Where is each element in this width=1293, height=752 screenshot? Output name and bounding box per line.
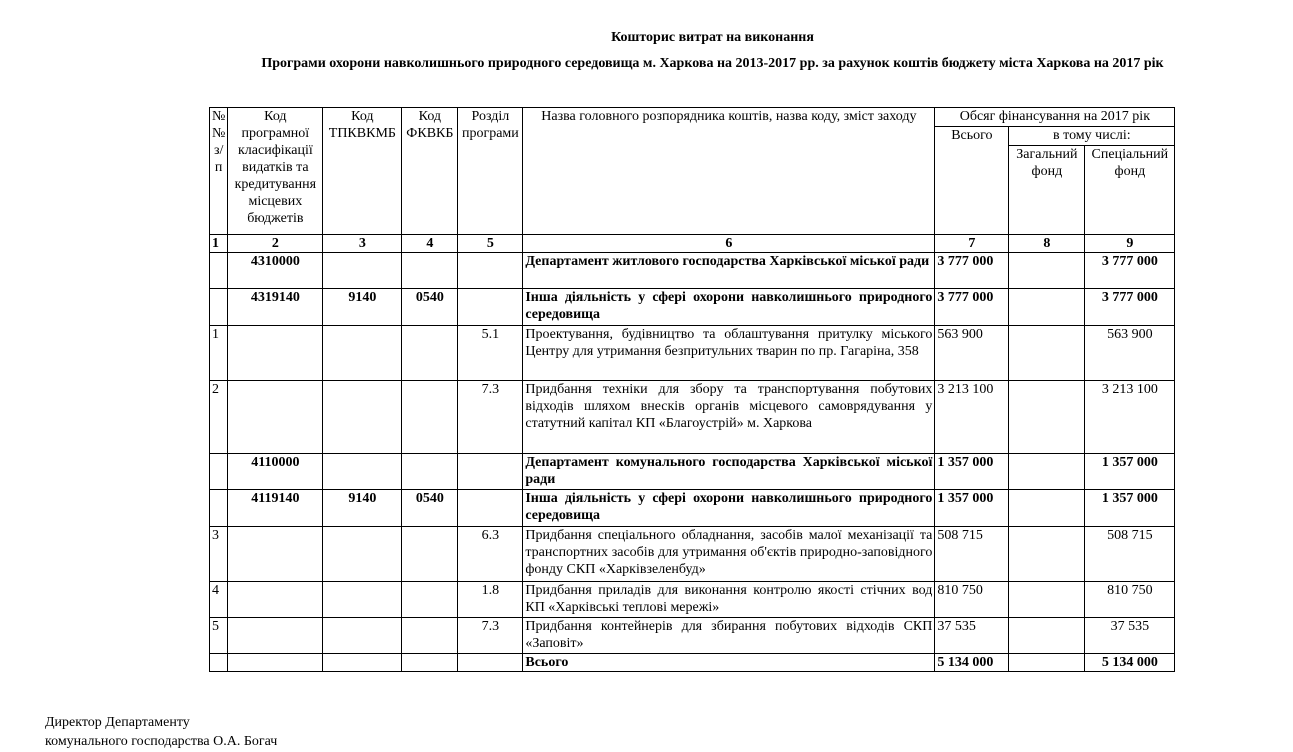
row-total: 508 715 (935, 527, 1009, 582)
row-num (210, 654, 228, 672)
row-section: 7.3 (458, 618, 523, 654)
row-general (1009, 289, 1085, 326)
budget-table (209, 107, 1175, 672)
row-code: 4310000 (228, 253, 323, 289)
row-fkvkb (402, 326, 458, 381)
row-section (458, 490, 523, 527)
row-code (228, 582, 323, 618)
row-tpkvkmb (323, 253, 402, 289)
row-section (458, 289, 523, 326)
row-fkvkb (402, 527, 458, 582)
row-name: Проектування, будівництво та облаштування притулку міського Центру для утримання безпритульних тварин по пр. Гагаріна, 358 (523, 326, 935, 381)
row-total: 1 357 000 (935, 490, 1009, 527)
row-general (1009, 381, 1085, 454)
row-special: 5 134 000 (1085, 654, 1175, 672)
row-tpkvkmb (323, 326, 402, 381)
row-num (210, 253, 228, 289)
row-section: 6.3 (458, 527, 523, 582)
header-including: в тому числі: (1009, 127, 1175, 146)
row-fkvkb: 0540 (402, 289, 458, 326)
row-general (1009, 618, 1085, 654)
table-row (210, 381, 1175, 454)
signature-line-2: комунального господарства О.А. Богач (45, 734, 278, 749)
row-special: 3 213 100 (1085, 381, 1175, 454)
row-total: 3 213 100 (935, 381, 1009, 454)
row-special: 37 535 (1085, 618, 1175, 654)
row-tpkvkmb (323, 582, 402, 618)
signature-line-1: Директор Департаменту (45, 715, 190, 730)
row-tpkvkmb (323, 654, 402, 672)
row-tpkvkmb (323, 381, 402, 454)
row-special: 1 357 000 (1085, 454, 1175, 490)
row-special: 563 900 (1085, 326, 1175, 381)
row-fkvkb (402, 654, 458, 672)
row-tpkvkmb (323, 527, 402, 582)
column-number: 7 (935, 235, 1009, 253)
row-section: 7.3 (458, 381, 523, 454)
row-section: 5.1 (458, 326, 523, 381)
column-number: 2 (228, 235, 323, 253)
row-fkvkb: 0540 (402, 490, 458, 527)
row-code: 4119140 (228, 490, 323, 527)
row-num: 5 (210, 618, 228, 654)
header-name: Назва головного розпорядника коштів, назва коду, зміст заходу (523, 108, 935, 235)
row-section: 1.8 (458, 582, 523, 618)
row-fkvkb (402, 618, 458, 654)
row-special: 3 777 000 (1085, 289, 1175, 326)
row-num: 4 (210, 582, 228, 618)
row-tpkvkmb: 9140 (323, 490, 402, 527)
row-tpkvkmb (323, 618, 402, 654)
row-name: Всього (523, 654, 935, 672)
table-row (210, 253, 1175, 289)
header-code-program: Код програмної класифікації видатків та кредитування місцевих бюджетів (228, 108, 323, 235)
column-number-row (210, 235, 1175, 253)
row-special: 508 715 (1085, 527, 1175, 582)
row-total: 3 777 000 (935, 289, 1009, 326)
column-number: 6 (523, 235, 935, 253)
column-number: 9 (1085, 235, 1175, 253)
header-total: Всього (935, 127, 1009, 235)
table-row (210, 527, 1175, 582)
row-fkvkb (402, 381, 458, 454)
row-tpkvkmb: 9140 (323, 289, 402, 326)
row-num (210, 454, 228, 490)
header-special-fund: Спеціальний фонд (1085, 146, 1175, 235)
row-code (228, 381, 323, 454)
row-total: 563 900 (935, 326, 1009, 381)
header-general-fund: Загальний фонд (1009, 146, 1085, 235)
row-general (1009, 454, 1085, 490)
table-row (210, 490, 1175, 527)
row-name: Інша діяльність у сфері охорони навколишнього природного середовища (523, 490, 935, 527)
row-section (458, 253, 523, 289)
table-row (210, 326, 1175, 381)
row-num (210, 490, 228, 527)
row-code (228, 527, 323, 582)
total-row (210, 654, 1175, 672)
table-row (210, 618, 1175, 654)
row-total: 810 750 (935, 582, 1009, 618)
row-section (458, 454, 523, 490)
row-name: Придбання спеціального обладнання, засобів малої механізації та транспортних засобів для утримання об'єктів природно-заповідного фонду СКП «Харківзеленбуд» (523, 527, 935, 582)
row-special: 810 750 (1085, 582, 1175, 618)
column-number: 4 (402, 235, 458, 253)
row-total: 3 777 000 (935, 253, 1009, 289)
row-fkvkb (402, 253, 458, 289)
row-code (228, 618, 323, 654)
header-num: № № з/п (210, 108, 228, 235)
row-name: Департамент житлового господарства Харківської міської ради (523, 253, 935, 289)
row-section (458, 654, 523, 672)
row-name: Департамент комунального господарства Харківської міської ради (523, 454, 935, 490)
row-code (228, 654, 323, 672)
row-special: 1 357 000 (1085, 490, 1175, 527)
row-num: 3 (210, 527, 228, 582)
row-total: 5 134 000 (935, 654, 1009, 672)
row-general (1009, 326, 1085, 381)
document-title: Кошторис витрат на виконання (611, 30, 814, 45)
row-fkvkb (402, 454, 458, 490)
table-row (210, 582, 1175, 618)
row-num (210, 289, 228, 326)
row-name: Придбання техніки для збору та транспортування побутових відходів шляхом внесків органів місцевого самоврядування у статутний капітал КП «Благоустрій» м. Харкова (523, 381, 935, 454)
row-general (1009, 582, 1085, 618)
row-code: 4110000 (228, 454, 323, 490)
row-fkvkb (402, 582, 458, 618)
row-num: 2 (210, 381, 228, 454)
row-general (1009, 654, 1085, 672)
table-row (210, 454, 1175, 490)
row-general (1009, 253, 1085, 289)
row-tpkvkmb (323, 454, 402, 490)
row-special: 3 777 000 (1085, 253, 1175, 289)
column-number: 3 (323, 235, 402, 253)
column-number: 1 (210, 235, 228, 253)
signature-block (45, 713, 277, 751)
table-row (210, 289, 1175, 326)
row-general (1009, 527, 1085, 582)
row-name: Інша діяльність у сфері охорони навколишнього природного середовища (523, 289, 935, 326)
header-code-tpkvkmb: Код ТПКВКМБ (323, 108, 402, 235)
header-code-fkvkb: Код ФКВКБ (402, 108, 458, 235)
row-num: 1 (210, 326, 228, 381)
row-name: Придбання приладів для виконання контролю якості стічних вод КП «Харківські теплові мережі» (523, 582, 935, 618)
row-code: 4319140 (228, 289, 323, 326)
column-number: 8 (1009, 235, 1085, 253)
document-subtitle: Програми охорони навколишнього природного середовища м. Харкова на 2013-2017 рр. за рахунок коштів бюджету міста Харкова на 2017 рік (261, 56, 1164, 71)
row-code (228, 326, 323, 381)
row-general (1009, 490, 1085, 527)
header-section: Розділ програми (458, 108, 523, 235)
row-total: 1 357 000 (935, 454, 1009, 490)
row-total: 37 535 (935, 618, 1009, 654)
column-number: 5 (458, 235, 523, 253)
row-name: Придбання контейнерів для збирання побутових відходів СКП «Заповіт» (523, 618, 935, 654)
header-financing: Обсяг фінансування на 2017 рік (935, 108, 1175, 127)
